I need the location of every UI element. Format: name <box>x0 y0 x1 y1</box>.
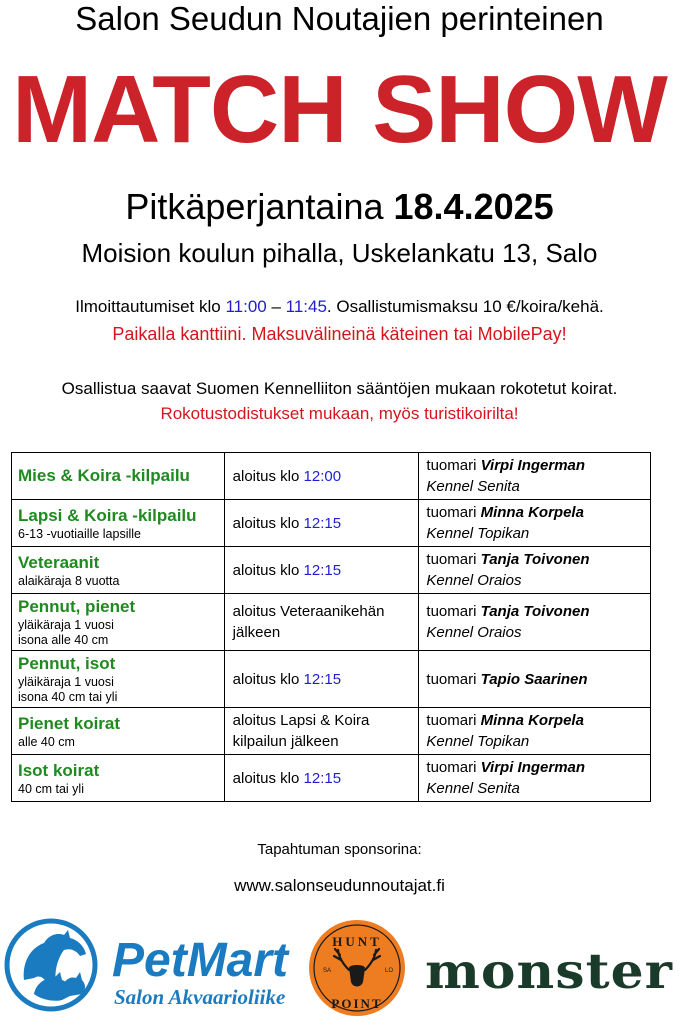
judge-name: Tanja Toivonen <box>480 603 590 620</box>
class-note: yläikäraja 1 vuosi <box>18 675 114 689</box>
start-cell <box>224 500 419 547</box>
petmart-tagline: Salon Akvaarioliike <box>114 985 286 1009</box>
judge-name: Tapio Saarinen <box>480 670 588 688</box>
class-cell <box>12 453 225 500</box>
registration-line <box>0 297 679 317</box>
judge-name: Tanja Toivonen <box>480 551 590 568</box>
judge-name: Minna Korpela <box>480 504 584 521</box>
judge-name: Virpi Ingerman <box>480 759 586 776</box>
judge-cell <box>419 755 651 802</box>
huntpoint-top-text: HUNT <box>332 934 382 949</box>
registration-fee: . Osallistumismaksu 10 €/koira/kehä. <box>326 297 604 316</box>
start-cell <box>224 755 419 802</box>
start-cell <box>224 651 419 708</box>
start-text: aloitus klo <box>232 670 304 688</box>
kennel-name: Kennel Topikan <box>426 525 530 542</box>
class-note: alaikäraja 8 vuotta <box>18 573 120 588</box>
kennel-name: Kennel Senita <box>426 478 520 495</box>
event-date-line <box>0 186 679 228</box>
monster-name: monster <box>425 942 674 1000</box>
eligibility-text: Osallistua saavat Suomen Kennelliiton sääntöjen mukaan rokotetut koirat. <box>61 379 618 398</box>
huntpoint-logo <box>305 918 409 1018</box>
class-cell <box>12 708 225 755</box>
kennel-name: Kennel Oraios <box>426 572 522 589</box>
canteen-notice: Paikalla kanttiini. Maksuvälineinä käteinen tai MobilePay! <box>112 324 567 344</box>
class-cell <box>12 547 225 594</box>
schedule-row <box>12 708 651 755</box>
start-time: 12:15 <box>303 670 342 688</box>
class-note: 40 cm tai yli <box>18 781 84 796</box>
huntpoint-bottom-text: POINT <box>331 996 383 1011</box>
start-text: aloitus klo <box>232 467 304 485</box>
kennel-name: Kennel Senita <box>426 780 520 797</box>
schedule-table <box>11 452 651 802</box>
judge-label: tuomari <box>426 551 481 568</box>
class-name: Isot koirat <box>18 760 100 780</box>
judge-cell <box>419 453 651 500</box>
start-text: aloitus klo <box>232 769 304 787</box>
registration-prefix: Ilmoittautumiset klo <box>75 297 226 316</box>
judge-cell <box>419 500 651 547</box>
schedule-row <box>12 651 651 708</box>
start-text: aloitus Lapsi & Koira kilpailun jälkeen <box>232 712 370 750</box>
registration-dash: – <box>266 297 286 316</box>
class-note: alle 40 cm <box>18 734 75 749</box>
kennel-name: Kennel Oraios <box>426 624 522 641</box>
class-note: yläikäraja 1 vuosi <box>18 618 114 632</box>
pets-silhouette-icon <box>24 930 86 1001</box>
petmart-logo <box>4 918 304 1013</box>
kennel-name: Kennel Topikan <box>426 733 530 750</box>
class-note: isona alle 40 cm <box>18 633 109 647</box>
sponsor-label: Tapahtuman sponsorina: <box>257 841 422 858</box>
judge-name: Virpi Ingerman <box>480 457 586 474</box>
class-name: Pennut, isot <box>18 654 116 673</box>
class-cell <box>12 594 225 651</box>
judge-cell <box>419 651 651 708</box>
certificate-notice: Rokotustodistukset mukaan, myös turistikoirilta! <box>160 404 519 423</box>
start-cell <box>224 594 419 651</box>
class-note: isona 40 cm tai yli <box>18 690 118 704</box>
petmart-name: PetMart <box>112 934 289 987</box>
class-name: Pennut, pienet <box>18 597 136 616</box>
start-cell <box>224 453 419 500</box>
schedule-row <box>12 594 651 651</box>
event-date: 18.4.2025 <box>393 186 554 227</box>
website-link[interactable]: www.salonseudunnoutajat.fi <box>234 876 445 895</box>
start-time: 12:15 <box>303 514 342 532</box>
event-title: MATCH SHOW <box>12 56 667 163</box>
class-cell <box>12 651 225 708</box>
start-text: aloitus klo <box>232 514 304 532</box>
start-text: aloitus klo <box>232 561 304 579</box>
judge-label: tuomari <box>426 759 481 776</box>
schedule-row <box>12 500 651 547</box>
schedule-row <box>12 755 651 802</box>
class-note: 6-13 -vuotiaille lapsille <box>18 526 141 541</box>
class-name: Pienet koirat <box>18 713 121 733</box>
judge-label: tuomari <box>426 457 481 474</box>
judge-label: tuomari <box>426 603 481 620</box>
start-cell <box>224 708 419 755</box>
start-time: 12:15 <box>303 769 342 787</box>
class-cell <box>12 500 225 547</box>
judge-cell <box>419 594 651 651</box>
start-text: aloitus Veteraanikehän jälkeen <box>232 603 385 641</box>
judge-cell <box>419 708 651 755</box>
judge-label: tuomari <box>426 670 481 688</box>
start-time: 12:15 <box>303 561 342 579</box>
registration-start-time: 11:00 <box>225 297 267 316</box>
judge-cell <box>419 547 651 594</box>
class-name: Lapsi & Koira -kilpailu <box>18 505 197 525</box>
event-subtitle: Salon Seudun Noutajien perinteinen <box>75 0 604 37</box>
registration-end-time: 11:45 <box>285 297 327 316</box>
huntpoint-left-text: SA <box>323 968 332 974</box>
judge-label: tuomari <box>426 504 481 521</box>
event-location: Moision koulun pihalla, Uskelankatu 13, Salo <box>81 238 598 268</box>
class-cell <box>12 755 225 802</box>
monster-logo <box>425 940 675 1000</box>
class-name: Veteraanit <box>18 552 100 572</box>
start-cell <box>224 547 419 594</box>
judge-label: tuomari <box>426 712 481 729</box>
huntpoint-right-text: LO <box>385 968 394 974</box>
date-prefix: Pitkäperjantaina <box>125 186 394 227</box>
class-name: Mies & Koira -kilpailu <box>18 466 190 485</box>
schedule-row <box>12 453 651 500</box>
schedule-row <box>12 547 651 594</box>
judge-name: Minna Korpela <box>480 712 584 729</box>
start-time: 12:00 <box>303 467 342 485</box>
